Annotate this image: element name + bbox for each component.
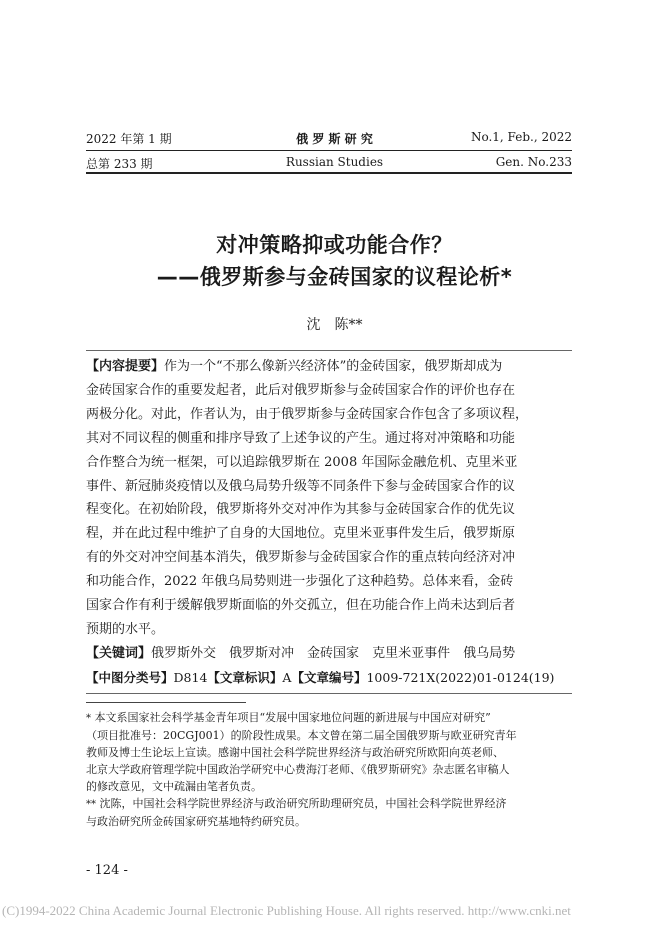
abstract-line: 事件、新冠肺炎疫情以及俄乌局势升级等不同条件下参与金砖国家合作的议 bbox=[86, 478, 516, 494]
author: 沈 陈** bbox=[306, 317, 363, 333]
abstract-line: 程，并在此过程中维护了自身的大国地位。克里米亚事件发生后，俄罗斯原 bbox=[86, 526, 516, 542]
abstract-line: 预期的水平。 bbox=[86, 621, 165, 637]
keyword: 俄乌局势 bbox=[463, 645, 516, 661]
footnote-funding: * 本文系国家社会科学基金青年项目“发展中国家地位问题的新进展与中国应对研究” （项目批准号：20CGJ001）的阶段性成果。本文曾在第二届全国俄罗斯与欧亚研究青年 教师及博士生论坛上宣读。感谢中国社会科学院世界经济与政治研究所欧阳向英老师、 北京大学政府管理学院中国政治学研究中心费海汀老师、《俄罗斯研究》杂志匿名审稿人 的修改意见，文中疏漏由笔者负责。 bbox=[86, 711, 517, 793]
article-subtitle: ——俄罗斯参与金砖国家的议程论析* bbox=[156, 265, 513, 289]
total-issue-label: 总第 233 期 bbox=[86, 157, 153, 171]
article-title: 对冲策略抑或功能合作？ bbox=[216, 233, 453, 257]
copyright-watermark: (C)1994-2022 China Academic Journal Electronic Publishing House. All rights reserved. http://www.cnki.net bbox=[2, 903, 571, 918]
abstract-line: 两极分化。对此，作者认为，由于俄罗斯参与金砖国家合作包含了多项议程， bbox=[86, 406, 529, 422]
keyword: 克里米亚事件 bbox=[372, 645, 451, 661]
abstract-label: 【内容提要】 bbox=[86, 359, 165, 374]
header-rule-top bbox=[86, 150, 572, 151]
article-number-value: 1009-721X(2022)01-0124(19) bbox=[366, 669, 555, 685]
journal-name-cn: 俄 罗 斯 研 究 bbox=[296, 132, 373, 146]
issue-label-en: No.1, Feb., 2022 bbox=[470, 130, 572, 144]
doc-label: 【文章标识】 bbox=[207, 669, 283, 685]
abstract bbox=[86, 355, 572, 690]
abstract-line: 合作整合为统一框架，可以追踪俄罗斯在 2008 年国际金融危机、克里米亚 bbox=[86, 454, 518, 470]
keywords-label: 【关键词】 bbox=[86, 645, 152, 661]
issue-label: 2022 年第 1 期 bbox=[86, 132, 172, 146]
abstract-line: 有的外交对冲空间基本消失，俄罗斯参与金砖国家合作的重点转向经济对冲 bbox=[86, 550, 516, 566]
page-number: - 124 - bbox=[86, 863, 128, 878]
abstract-line: 国家合作有利于缓解俄罗斯面临的外交孤立，但在功能合作上尚未达到后者 bbox=[86, 598, 516, 614]
doc-value: A bbox=[282, 669, 292, 685]
keywords-line bbox=[86, 642, 572, 666]
article-number-label: 【文章编号】 bbox=[291, 669, 367, 685]
abstract-line: 和功能合作，2022 年俄乌局势则进一步强化了这种趋势。总体来看，金砖 bbox=[86, 574, 514, 590]
footnote-mark: ** bbox=[86, 799, 96, 810]
journal-name-en: Russian Studies bbox=[285, 155, 384, 169]
abstract-rule-bottom bbox=[86, 693, 572, 694]
header-rule-bottom bbox=[86, 172, 572, 174]
clc-value: D814 bbox=[173, 669, 208, 685]
keyword: 俄罗斯外交 bbox=[151, 645, 217, 661]
classification-line bbox=[86, 666, 572, 690]
footnote-separator bbox=[86, 702, 246, 703]
abstract-line: 【内容提要】作为一个“不那么像新兴经济体”的金砖国家，俄罗斯却成为 bbox=[86, 359, 503, 374]
abstract-line: 其对不同议程的侧重和排序导致了上述争议的产生。通过将对冲策略和功能 bbox=[86, 430, 516, 446]
footnote-author: ** 沈陈，中国社会科学院世界经济与政治研究所助理研究员，中国社会科学院世界经济 与政治研究所金砖国家研究基地特约研究员。 bbox=[86, 797, 507, 828]
total-issue-label-en: Gen. No.233 bbox=[495, 155, 572, 169]
keyword: 金砖国家 bbox=[307, 645, 360, 661]
keyword: 俄罗斯对冲 bbox=[229, 645, 295, 661]
abstract-line: 金砖国家合作的重要发起者，此后对俄罗斯参与金砖国家合作的评价也存在 bbox=[86, 382, 516, 398]
clc-label: 【中图分类号】 bbox=[86, 669, 174, 685]
abstract-line: 程变化。在初始阶段，俄罗斯将外交对冲作为其参与金砖国家合作的优先议 bbox=[86, 502, 516, 518]
footnote-mark: * bbox=[86, 713, 91, 724]
abstract-rule-top bbox=[86, 350, 572, 351]
